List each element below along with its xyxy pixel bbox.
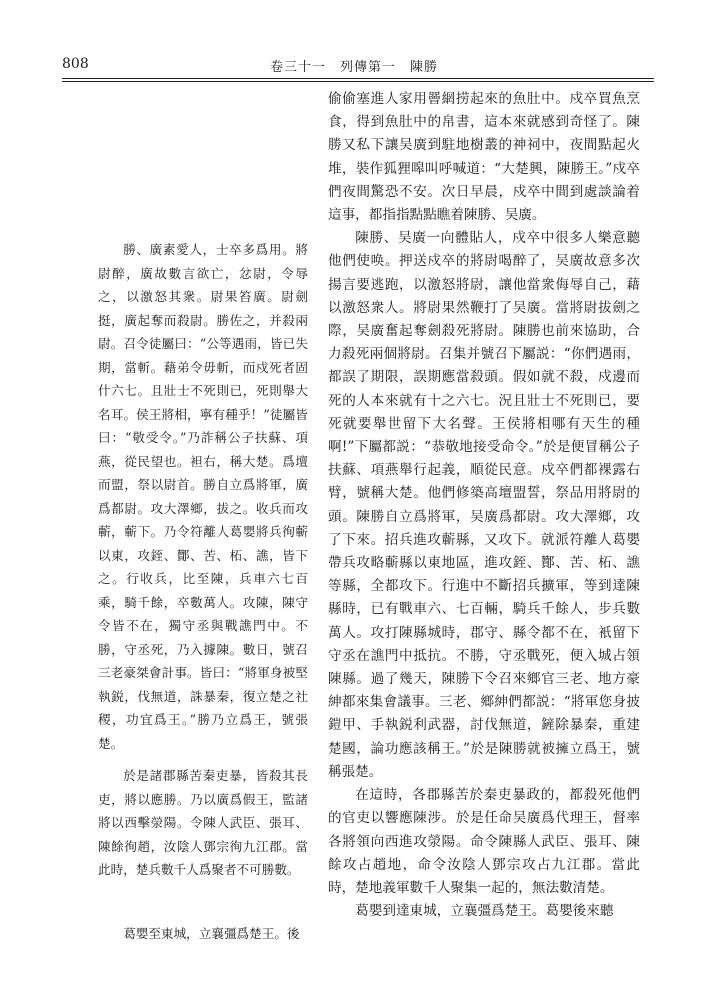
classical-paragraph-3-text: 葛嬰至東城，立襄彊爲楚王。後 <box>123 926 300 941</box>
classical-paragraph-3 <box>98 922 308 946</box>
translation-paragraph-2: 陳勝、吴廣一向體貼人，戍卒中很多人樂意聽他們使唤。押送戍卒的將尉喝醉了，吴廣故意多次揚言要逃跑，以激怒將尉，讓他當衆侮辱自己，藉以激怒衆人。將尉果然鞭打了吴廣。當將尉拔劍之際，吴廣奮起奪劍殺死將尉。陳勝也前來協助，合力殺死兩個將尉。召集并號召下屬説：“你們遇雨，都誤了期限，誤期應當殺頭。假如就不殺，戍邊而死的人本來就有十之六七。況且壯士不死則已，要死就要舉世留下大名聲。王侯將相哪有天生的種啊!”下屬都説：“恭敬地接受命令。”於是便冒稱公子扶蘇、項燕舉行起義，順從民意。戍卒們都裸露右臂，號稱大楚。他們修築高壇盟誓，祭品用將尉的頭。陳勝自立爲將軍，吴廣爲都尉。攻大澤鄉，攻了下來。招兵進攻蘄縣，又攻下。就派符離人葛嬰帶兵攻略蘄縣以東地區，進攻銍、酇、苦、柘、譙等縣，全都攻下。行進中不斷招兵擴軍，等到達陳縣時，已有戰車六、七百輛，騎兵千餘人，步兵數萬人。攻打陳縣城時，郡守、縣令都不在，衹留下守丞在譙門中抵抗。不勝，守丞戰死，便入城占領陳縣。過了幾天，陳勝下令召來鄉官三老、地方豪紳都來集會議事。三老、鄉紳們都説：“將軍您身披鎧甲、手執鋭利武器，討伐無道，鏟除暴秦，重建楚國，論功應該稱王。”於是陳勝就被擁立爲王，號稱張楚。 <box>328 230 640 780</box>
classical-paragraph-2 <box>98 764 308 882</box>
classical-paragraph-1-text: 勝、廣素愛人，士卒多爲用。將尉醉，廣故數言欲亡，忿尉，令辱之，以激怒其衆。尉果笞廣。尉劍挺，廣起奪而殺尉。勝佐之，并殺兩尉。召令徒屬曰：“公等遇雨，皆已失期，當斬。藉弟令毋斬，而戍死者固什六七。且壯士不死則已，死則舉大名耳。侯王將相，寧有種乎！”徒屬皆曰：“敬受令。”乃詐稱公子扶蘇、項燕，從民望也。袒右，稱大楚。爲壇而盟，祭以尉首。勝自立爲將軍，廣爲都尉。攻大澤鄉，拔之。收兵而攻蘄，蘄下。乃令符離人葛嬰將兵徇蘄以東，攻銍、酇、苦、柘、譙，皆下之。行收兵，比至陳，兵車六七百乘，騎千餘，卒數萬人。攻陳，陳守令皆不在，獨守丞與戰譙門中。不勝，守丞死，乃入據陳。數日，號召三老豪桀會計事。皆曰：“將軍身被堅執鋭，伐無道，誅暴秦，復立楚之社稷，功宜爲王。”勝乃立爲王，號張楚。 <box>98 242 308 751</box>
classical-text-column <box>98 0 308 1000</box>
translation-paragraph-1: 偷偷塞進人家用罾網捞起來的魚肚中。戍卒買魚烹食，得到魚肚中的帛書，這本來就感到奇怪了。陳勝又私下讓吴廣到駐地樹叢的神祠中，夜間點起火堆，裝作狐狸嗥叫呼喊道：“大楚興，陳勝王。”戍卒們夜間驚恐不安。次日早晨，戍卒中間到處談論着這事，都指指點點瞧着陳勝、吴廣。 <box>328 91 640 224</box>
classical-paragraph-2-text: 於是諸郡縣苦秦吏暴，皆殺其長吏，將以應勝。乃以廣爲假王，監諸將以西擊滎陽。令陳人武臣、張耳、陳餘徇趙，汝陰人鄧宗徇九江郡。當此時，楚兵數千人爲聚者不可勝數。 <box>98 768 308 877</box>
translation-paragraph-3: 在這時，各郡縣苦於秦吏暴政的，都殺死他們的官吏以響應陳涉。於是任命吴廣爲代理王，督率各將領向西進攻滎陽。命令陳縣人武臣、張耳、陳餘攻占趙地，命令汝陰人鄧宗攻占九江郡。當此時，楚地義軍數千人聚集一起的，無法數清楚。 <box>328 787 640 896</box>
translation-column <box>328 88 640 923</box>
translation-paragraph-4: 葛嬰到達東城，立襄彊爲楚王。葛嬰後來聽 <box>355 903 614 920</box>
running-title: 卷三十一 列傳第一 陳勝 <box>270 60 439 75</box>
classical-paragraph-1 <box>98 238 308 755</box>
page-number: 808 <box>62 56 89 72</box>
